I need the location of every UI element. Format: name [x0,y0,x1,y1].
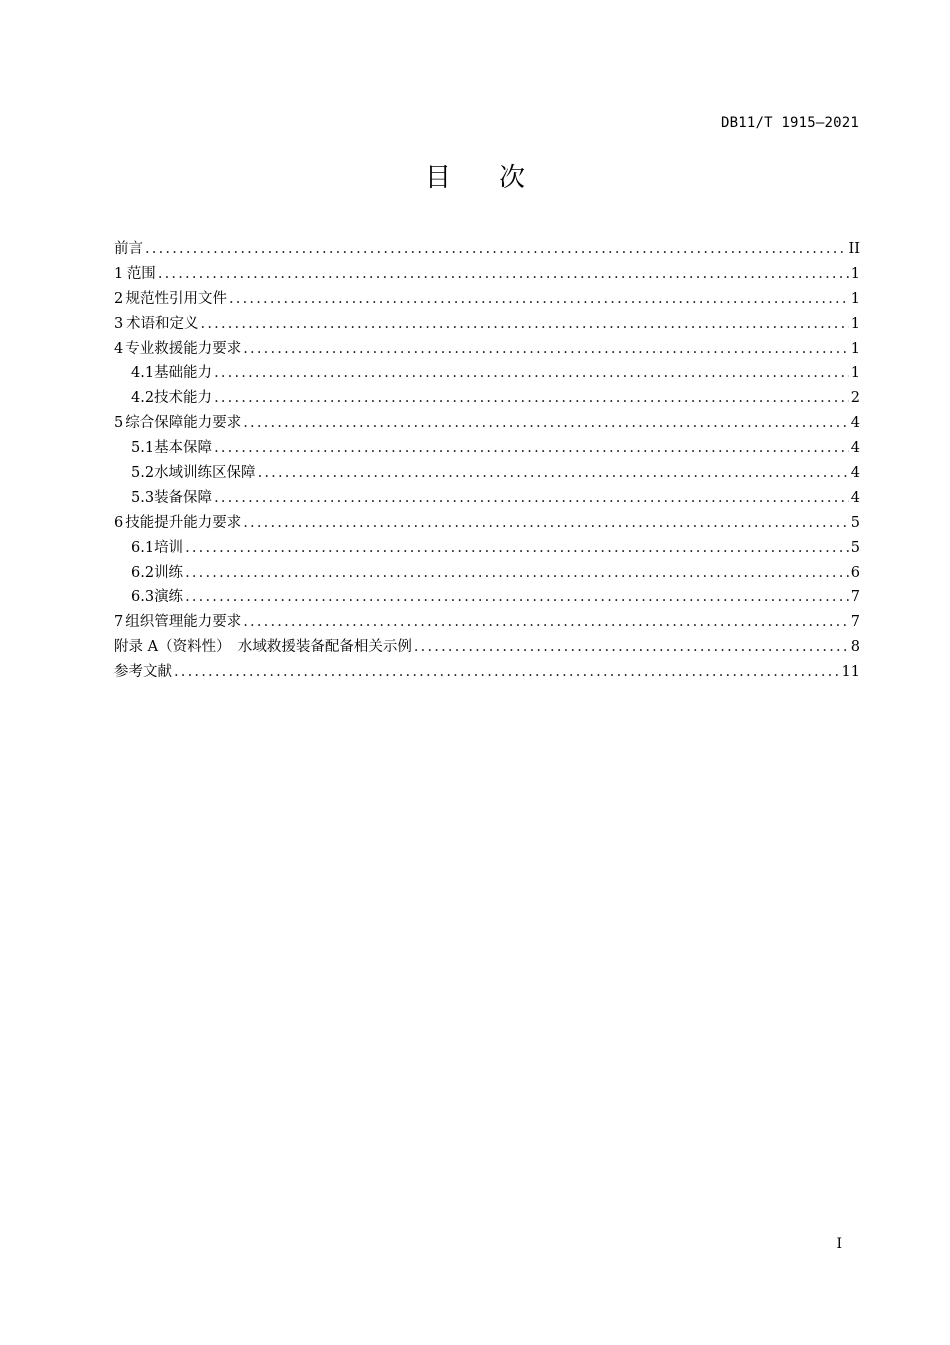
toc-entry-title: 训练 [154,564,184,581]
toc-entry[interactable] [114,287,860,312]
dot-leader [214,486,849,511]
toc-entry-number: 3 [114,315,124,332]
toc-entry-page: 1 [850,340,860,357]
dot-leader [185,536,849,561]
toc-entry-title: 演练 [154,589,184,606]
toc-entry-page: 11 [841,664,860,681]
toc-entry-title: 培训 [154,539,184,556]
toc-entry-page: 1 [850,265,860,282]
toc-entry[interactable] [114,511,860,536]
dot-leader [243,610,849,635]
dot-leader [185,561,849,586]
dot-leader [174,660,840,685]
dot-leader [145,237,847,262]
table-of-contents [114,237,860,685]
toc-entry-page: 5 [850,514,860,531]
toc-entry[interactable] [114,536,860,561]
toc-entry-title: 范围 [126,265,156,282]
title-char-1: 目 [424,163,451,193]
dot-leader [214,386,849,411]
toc-entry-number: 4 [114,340,124,357]
page-number: I [836,1236,842,1252]
dot-leader [229,287,849,312]
toc-entry[interactable] [114,386,860,411]
toc-entry-number: 5.1 [131,440,155,457]
toc-entry[interactable] [114,337,860,362]
toc-entry[interactable] [114,361,860,386]
toc-entry[interactable] [114,411,860,436]
toc-entry-page: 7 [850,614,860,631]
toc-entry[interactable] [114,660,860,685]
toc-entry-page: II [848,241,860,257]
page-title [0,157,950,194]
toc-entry-number: 6.1 [131,539,155,556]
toc-entry[interactable] [114,262,860,287]
toc-entry-number: 6.2 [131,564,155,581]
toc-entry-number: 5.2 [131,465,155,482]
toc-entry[interactable] [114,610,860,635]
toc-entry-page: 4 [850,465,860,482]
toc-entry[interactable] [114,436,860,461]
dot-leader [243,411,849,436]
toc-entry-number: 6.3 [131,589,155,606]
toc-entry[interactable] [114,237,860,262]
dot-leader [158,262,849,287]
toc-entry-number: 4.1 [131,365,155,382]
dot-leader [214,436,849,461]
toc-entry-title: 专业救援能力要求 [125,340,242,357]
toc-entry-number: 6 [114,514,124,531]
toc-entry-title: 技术能力 [154,390,213,407]
toc-entry-page: 7 [850,589,860,606]
toc-entry[interactable] [114,461,860,486]
toc-entry[interactable] [114,486,860,511]
dot-leader [243,511,849,536]
toc-entry-page: 5 [850,539,860,556]
toc-entry-page: 1 [850,290,860,307]
toc-entry-title: 参考文献 [114,664,172,681]
toc-entry-page: 4 [850,440,860,457]
toc-entry-title: 水域训练区保障 [154,465,256,482]
toc-entry-title: 附录 A（资料性） 水域救援装备配备相关示例 [114,639,412,656]
toc-entry-page: 2 [850,390,860,407]
title-char-2: 次 [499,163,526,193]
dot-leader [414,635,849,660]
dot-leader [214,361,849,386]
toc-entry-page: 8 [850,639,860,656]
toc-entry-title: 前言 [114,241,143,257]
toc-entry[interactable] [114,585,860,610]
toc-entry-page: 1 [850,365,860,382]
toc-entry-title: 装备保障 [154,489,213,506]
toc-entry-title: 术语和定义 [126,315,199,332]
toc-entry-number: 1 [114,265,124,282]
toc-entry-number: 5.3 [131,489,155,506]
toc-entry-number: 2 [114,290,124,307]
toc-entry-title: 综合保障能力要求 [125,415,242,432]
toc-entry-title: 技能提升能力要求 [125,514,242,531]
toc-entry-title: 规范性引用文件 [125,290,227,307]
toc-entry-number: 5 [114,415,124,432]
toc-entry[interactable] [114,312,860,337]
dot-leader [185,585,849,610]
dot-leader [243,337,849,362]
toc-entry-number: 4.2 [131,390,155,407]
toc-entry-title: 组织管理能力要求 [125,614,242,631]
toc-entry-title: 基本保障 [154,440,213,457]
toc-entry-page: 4 [850,489,860,506]
toc-entry-page: 4 [850,415,860,432]
toc-entry-page: 1 [850,315,860,332]
toc-entry-page: 6 [850,564,860,581]
dot-leader [201,312,849,337]
toc-entry-number: 7 [114,614,124,631]
document-code: DB11/T 1915—2021 [720,115,859,131]
toc-entry-title: 基础能力 [154,365,213,382]
toc-entry[interactable] [114,561,860,586]
dot-leader [258,461,849,486]
toc-entry[interactable] [114,635,860,660]
